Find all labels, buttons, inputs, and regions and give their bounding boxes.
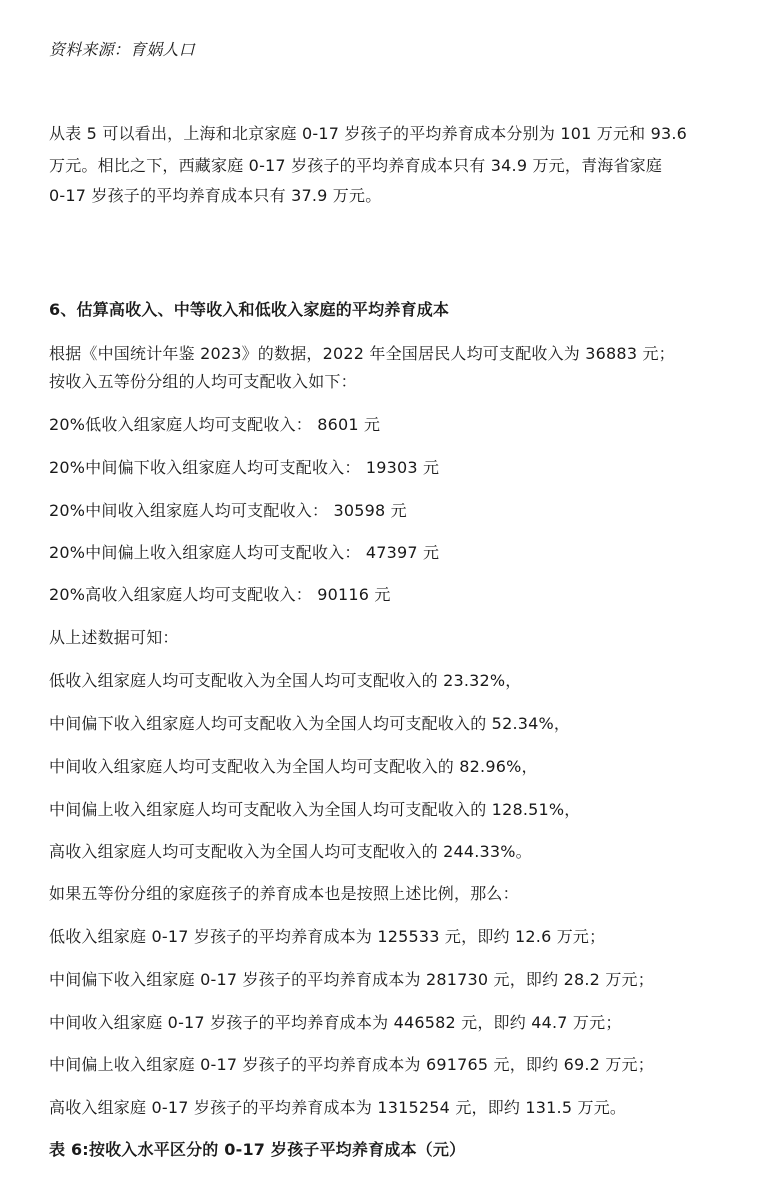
- income-group-item: 20%低收入组家庭人均可支配收入： 8601 元: [49, 415, 381, 434]
- paragraph-line: 0-17 岁孩子的平均养育成本只有 37.9 万元。: [49, 186, 382, 205]
- ratio-item: 中间收入组家庭人均可支配收入为全国人均可支配收入的 82.96%，: [49, 757, 538, 776]
- paragraph-line: 从表 5 可以看出，上海和北京家庭 0-17 岁孩子的平均养育成本分别为 101 万元和 93.6: [49, 124, 688, 143]
- income-group-item: 20%中间收入组家庭人均可支配收入： 30598 元: [49, 501, 407, 520]
- source-note: 资料来源：育娲人口: [49, 40, 195, 59]
- paragraph-line: 从上述数据可知：: [49, 628, 179, 647]
- income-group-item: 20%中间偏下收入组家庭人均可支配收入： 19303 元: [49, 458, 440, 477]
- ratio-item: 中间偏下收入组家庭人均可支配收入为全国人均可支配收入的 52.34%，: [49, 714, 571, 733]
- cost-item: 低收入组家庭 0-17 岁孩子的平均养育成本为 125533 元，即约 12.6 万元；: [49, 927, 606, 946]
- section-heading: 6、估算高收入、中等收入和低收入家庭的平均养育成本: [49, 300, 450, 319]
- table-caption: 表 6:按收入水平区分的 0-17 岁孩子平均养育成本（元）: [49, 1140, 466, 1159]
- paragraph-line: 万元。相比之下，西藏家庭 0-17 岁孩子的平均养育成本只有 34.9 万元，青海省家庭: [49, 156, 663, 175]
- cost-item: 中间偏上收入组家庭 0-17 岁孩子的平均养育成本为 691765 元，即约 69.2 万元；: [49, 1055, 654, 1074]
- income-group-item: 20%高收入组家庭人均可支配收入： 90116 元: [49, 585, 391, 604]
- ratio-item: 低收入组家庭人均可支配收入为全国人均可支配收入的 23.32%，: [49, 671, 522, 690]
- ratio-item: 高收入组家庭人均可支配收入为全国人均可支配收入的 244.33%。: [49, 842, 532, 861]
- ratio-item: 中间偏上收入组家庭人均可支配收入为全国人均可支配收入的 128.51%，: [49, 800, 581, 819]
- cost-item: 中间偏下收入组家庭 0-17 岁孩子的平均养育成本为 281730 元，即约 28.2 万元；: [49, 970, 654, 989]
- paragraph-line: 如果五等份分组的家庭孩子的养育成本也是按照上述比例，那么：: [49, 884, 519, 903]
- cost-item: 中间收入组家庭 0-17 岁孩子的平均养育成本为 446582 元，即约 44.7 万元；: [49, 1013, 622, 1032]
- paragraph-line: 按收入五等份分组的人均可支配收入如下：: [49, 372, 357, 391]
- income-group-item: 20%中间偏上收入组家庭人均可支配收入： 47397 元: [49, 543, 440, 562]
- cost-item: 高收入组家庭 0-17 岁孩子的平均养育成本为 1315254 元，即约 131.5 万元。: [49, 1098, 627, 1117]
- paragraph-line: 根据《中国统计年鉴 2023》的数据，2022 年全国居民人均可支配收入为 36883 元；: [49, 344, 675, 363]
